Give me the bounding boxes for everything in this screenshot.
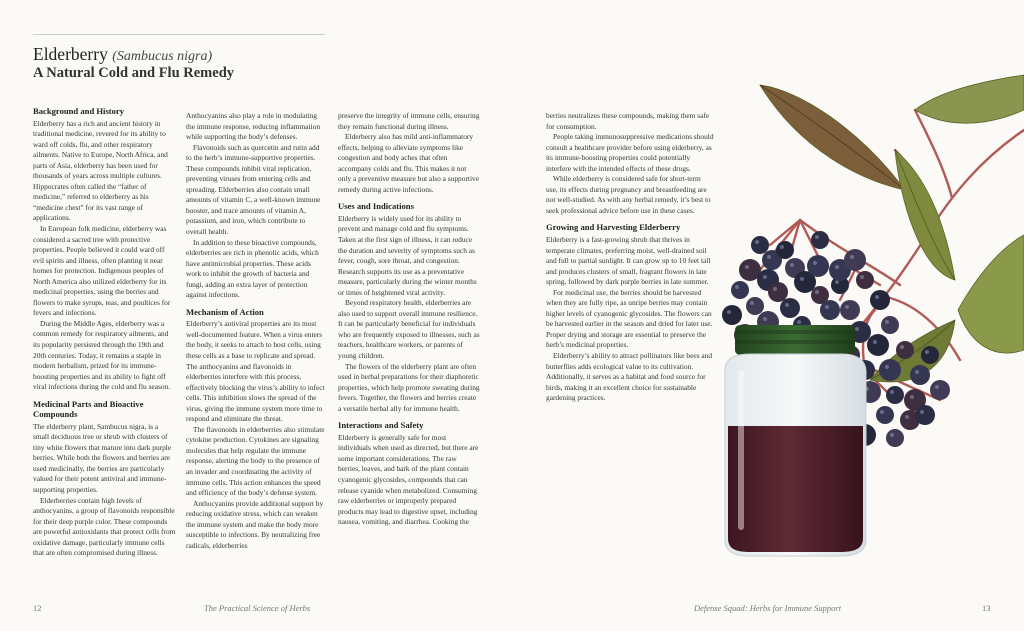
berry: [910, 365, 930, 385]
berry-highlight: [767, 255, 771, 259]
berry: [731, 281, 749, 299]
berry-highlight: [845, 305, 849, 309]
berry: [746, 297, 764, 315]
heading-background: Background and History: [33, 106, 125, 116]
berry: [886, 386, 904, 404]
paragraph: Elderberry is a fast-growing shrub that thrives in temperate climates, preferring moist, well-drained soil and full to partial sunlight. It can grow up to 10 feet tall and produces clusters of small, fragrant flowers in late spring, followed by dark purple berries in late summer.: [546, 234, 711, 287]
footer-left-title: The Practical Science of Herbs: [204, 603, 311, 613]
paragraph: Elderberry is widely used for its ability to prevent and manage cold and flu symptoms. Taken at the first sign of illness, it can reduce the duration and severity of symptoms such as fever, cough, sore throat, and congestion. Research supports its use as a preventative measure, particularly during the winter months or times of heightened viral activity.: [338, 213, 477, 297]
footer-right-title: Defense Squad: Herbs for Immune Support: [694, 603, 842, 613]
berry: [768, 282, 788, 302]
berry-highlight: [925, 350, 929, 354]
jar: [725, 325, 866, 556]
text-column-1: [33, 106, 176, 559]
berry: [780, 298, 800, 318]
paragraph: Beyond respiratory health, elderberries are also used to support overall immune resilience. It can be particularly beneficial for individuals who are frequently exposed to illnesses, such as teachers, healthcare workers, or parents of young children.: [338, 298, 480, 360]
berry: [811, 231, 829, 249]
berry-highlight: [813, 261, 817, 265]
berry: [840, 300, 860, 320]
berry-highlight: [800, 277, 804, 281]
berry-highlight: [935, 385, 939, 389]
latin-name: (Sambucus nigra): [112, 49, 213, 64]
berry: [776, 241, 794, 259]
berry-highlight: [790, 263, 794, 267]
berry-highlight: [750, 301, 754, 305]
paragraph: People taking immunosuppressive medications should consult a healthcare provider before using elderberry, as its immune-boosting properties could potentially interfere with the intended effects of these drugs.: [546, 132, 714, 173]
berry-highlight: [920, 410, 924, 414]
paragraph: berries neutralizes these compounds, making them safe for consumption.: [546, 111, 710, 131]
paragraph: preserve the integrity of immune cells, ensuring they remain functional during illness.: [338, 111, 480, 131]
paragraph: During the Middle Ages, elderberry was a common remedy for respiratory ailments, and its popularity persisted through the 19th and 20th centuries. Today, it remains a staple in modern herbalism, prized for its immune-boosting properties and its ability to fight off viral infections during the cold and flu season.: [33, 318, 171, 392]
berry: [915, 405, 935, 425]
berry-highlight: [885, 320, 889, 324]
paragraph: Flavonoids such as quercetin and rutin add to the herb’s immune-supportive properties. These compounds inhibit viral replication, preventing viruses from entering cells and spreading. Elderberries also contain small amounts of vitamin C, a well-known immune booster, and trace amounts of vitamin A, potassium, and iron, which contribute to overall health.: [186, 142, 321, 237]
berry-highlight: [797, 320, 801, 324]
heading-medicinal-parts: Medicinal Parts and Bioactive Compounds: [33, 398, 144, 420]
berry-highlight: [905, 415, 909, 419]
berry-highlight: [727, 310, 731, 314]
berry-highlight: [915, 370, 919, 374]
berry-highlight: [745, 265, 749, 269]
berry: [751, 236, 769, 254]
heading-mechanism: Mechanism of Action: [186, 306, 264, 317]
elderberry-illustration: [690, 70, 1024, 590]
berry-highlight: [825, 305, 829, 309]
berry-highlight: [880, 410, 884, 414]
berry-highlight: [735, 285, 739, 289]
berry: [879, 359, 901, 381]
berry: [881, 316, 899, 334]
paragraph: In addition to these bioactive compounds, elderberries are rich in phenolic acids, which have antimicrobial properties. These acids work to inhibit the growth of bacteria and fungi, adding an extra layer of protection against infections.: [186, 237, 319, 300]
paragraph: Elderberry has a rich and ancient history in traditional medicine, revered for its ability to ward off colds, flu, and other respiratory ailments. Native to Europe, North Africa, and parts of Asia, elderberry has been used for thousands of years across multiple cultures. Hippocrates often called the “father of medicine,” referred to elderberry as his “medicine chest” for its vast range of applications.: [33, 118, 168, 223]
heading-uses: Uses and Indications: [338, 201, 414, 212]
berry-highlight: [815, 235, 819, 239]
berry-highlight: [900, 345, 904, 349]
berry-highlight: [875, 295, 879, 299]
title-text: Elderberry: [33, 44, 108, 64]
page-subtitle: A Natural Cold and Flu Remedy: [33, 65, 235, 81]
berry: [844, 249, 866, 271]
berry: [722, 305, 742, 325]
header-rule: [33, 34, 325, 35]
berry: [886, 429, 904, 447]
berry: [876, 406, 894, 424]
berry-highlight: [835, 265, 839, 269]
paragraph: While elderberry is considered safe for short-term use, its effects during pregnancy and breastfeeding are not well-studied. As with any herbal remedy, it’s best to seek professional advice before use in these cases.: [546, 174, 711, 215]
paragraph: Anthocyanins provide additional support by reducing oxidative stress, which can weaken the immune system and make the body more susceptible to infections. By neutralizing free radicals, elderberries: [186, 498, 324, 550]
berry-highlight: [785, 303, 789, 307]
berry-highlight: [855, 327, 859, 331]
paragraph: Anthocyanins also play a role in modulating the immune response, reducing inflammation while supporting the body’s defenses.: [186, 111, 321, 142]
paragraph: Elderberry also has mild anti-inflammatory effects, helping to alleviate symptoms like congestion and body aches that often accompany colds and flu. This makes it not only a preventive measure but also a supportive remedy during active infections.: [338, 132, 479, 194]
paragraph: Elderberries contain high levels of anthocyanins, a group of flavonoids responsible for their deep purple color. These compounds are powerful antioxidants that protect cells from oxidative damage, particularly immune cells that are often compromised during illness.: [33, 495, 176, 558]
berry: [870, 290, 890, 310]
page-title: [33, 44, 212, 65]
paragraph: For medicinal use, the berries should be harvested when they are fully ripe, as unripe berries may contain higher levels of cyanogenic glycosides. The flowers can be harvested earlier in the season and dried for later use. Proper drying and storage are essential to preserve the herb’s medicinal properties.: [546, 287, 713, 350]
berry-highlight: [773, 287, 777, 291]
berry-highlight: [885, 365, 889, 369]
jar-syrup: [728, 426, 863, 552]
berry: [867, 334, 889, 356]
berry-highlight: [910, 395, 914, 399]
berry-highlight: [815, 290, 819, 294]
heading-growing: Growing and Harvesting Elderberry: [546, 222, 681, 233]
paragraph: Elderberry’s ability to attract pollinators like bees and butterflies adds ecological value to its cultivation. Additionally, it serves as a habitat and food source for birds, making it an excellent choice for sustainable gardening practices.: [546, 350, 713, 403]
berry: [896, 341, 914, 359]
paragraph: The flavonoids in elderberries also stimulate cytokine production. Cytokines are signaling molecules that help regulate the immune response, alerting the body to the presence of an invader and coordinating the activity of immune cells. This action enhances the speed and efficiency of the body’s defense system.: [186, 424, 325, 498]
berry: [807, 255, 829, 277]
berry-highlight: [780, 245, 784, 249]
heading-safety: Interactions and Safety: [338, 420, 424, 431]
footer-right-page: 13: [982, 603, 991, 613]
berry: [921, 346, 939, 364]
berry-highlight: [860, 275, 864, 279]
text-column-3: [338, 111, 480, 528]
paragraph: The elderberry plant, Sambucus nigra, is a small deciduous tree or shrub with clusters of tiny white flowers that mature into dark purple berries. While both the flowers and berries are used medicinally, the berries are particularly valued for their potent antiviral and immune-supporting properties.: [33, 421, 172, 494]
berry: [930, 380, 950, 400]
berry-highlight: [890, 433, 894, 437]
berry-highlight: [890, 390, 894, 394]
text-column-2: [186, 111, 327, 551]
paragraph: The flowers of the elderberry plant are often used in herbal preparations for their diaphoretic properties, which help promote sweating during fevers. Together, the flowers and berries create a versatile herbal ally for immune health.: [338, 361, 480, 413]
paragraph: Elderberry is generally safe for most individuals when used as directed, but there are some important considerations. The raw berries, leaves, and bark of the plant contain cyanogenic glycosides, compounds that can release cyanide when metabolized. Consuming raw elderberries or improperly prepared products may lead to digestive upset, including nausea, vomiting, and diarrhea. Cooking the: [338, 432, 479, 527]
footer-left-page: 12: [33, 603, 42, 613]
paragraph: In European folk medicine, elderberry was considered a sacred tree with protective properties. People believed it could ward off evil spirits and illness, often planting it near homes for protection. Indigenous peoples of North America also utilized elderberry for its medicinal properties, using the berries and flowers to make syrups, teas, and poultices for fevers and infections.: [33, 223, 171, 318]
text-column-4: [546, 111, 714, 404]
berry-highlight: [763, 317, 767, 321]
berry: [856, 271, 874, 289]
berry: [820, 300, 840, 320]
berry-highlight: [755, 240, 759, 244]
berry-highlight: [763, 275, 767, 279]
berry-highlight: [873, 340, 877, 344]
berry-highlight: [850, 255, 854, 259]
paragraph: Elderberry’s antiviral properties are its most well-documented feature. When a virus enters the body, it seeks to attach to host cells, using these cells as a base to replicate and spread. The anthocyanins and flavonoids in elderberries interfere with this process, effectively blocking the virus’s ability to infect cells. This inhibition slows the spread of the virus, giving the immune system more time to respond and eliminate the threat.: [186, 319, 325, 424]
